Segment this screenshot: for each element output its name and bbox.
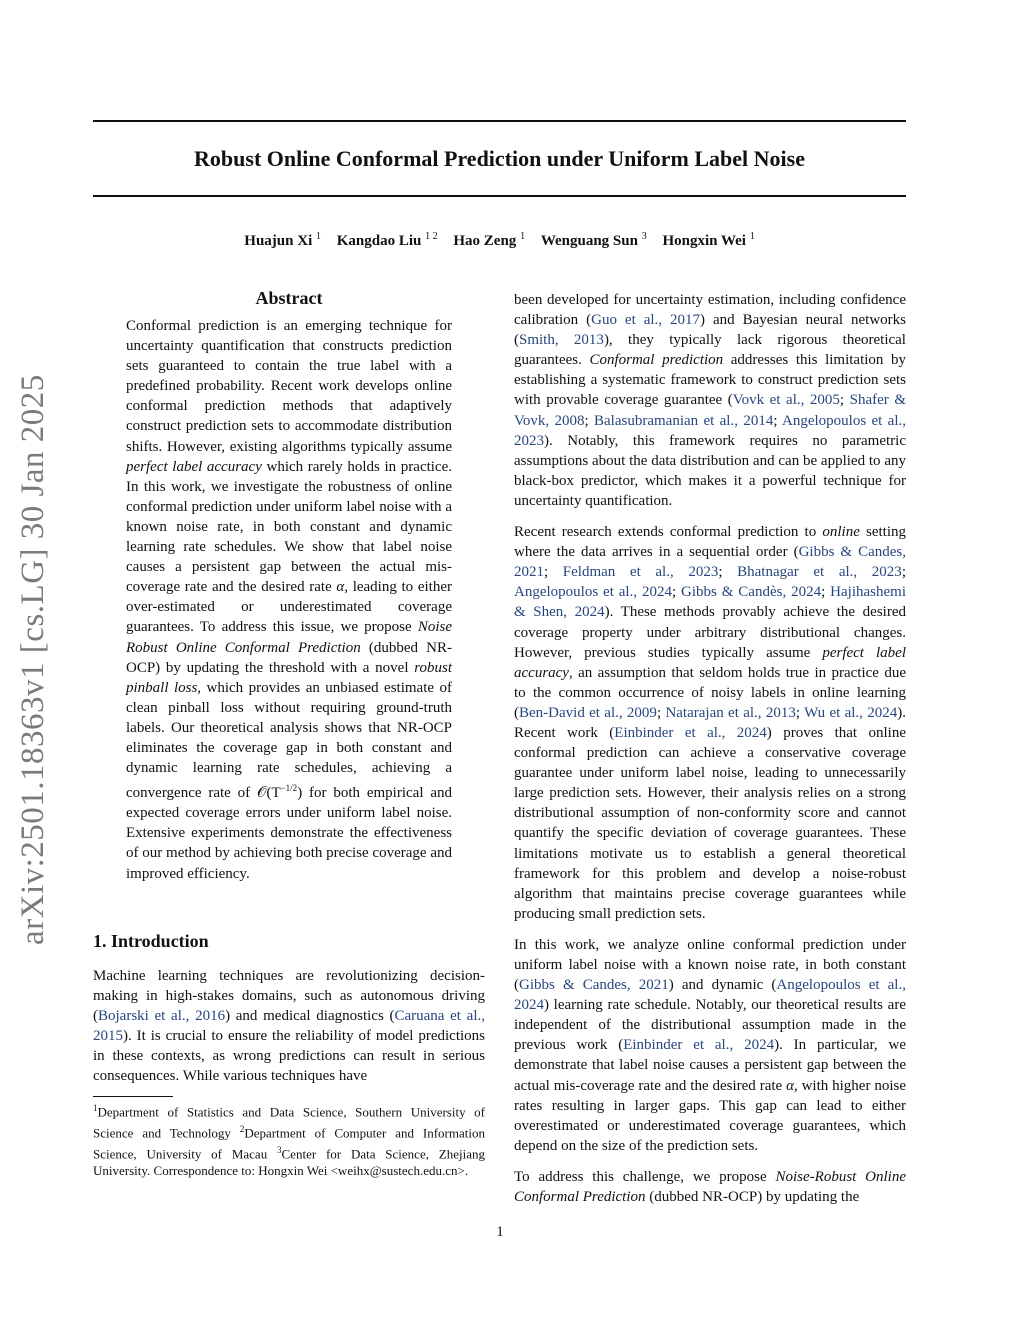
abstract-heading: Abstract	[255, 288, 323, 308]
author: Kangdao Liu $^{1 2}$	[336, 231, 438, 249]
arxiv-stamp: arXiv:2501.18363v1 [cs.LG] 30 Jan 2025	[15, 374, 51, 945]
citation-link[interactable]: Feldman et al., 2023	[562, 564, 719, 581]
citation-link[interactable]: Balasubramanian et al., 2014	[594, 412, 774, 429]
intro-paragraph: Machine learning techniques are revolutionizing decision-making in high-stakes domains, such as autonomous driving (Bojarski et al., 2016) and medical diagnostics (Caruana et al., 2015). It is crucial to ensure the reliability of model predictions in these contexts, as wrong predictions can result in serious consequences. While various techniques have	[93, 968, 486, 1085]
section-heading-introduction: 1. Introduction	[93, 931, 209, 951]
citation-link[interactable]: Caruana et al., 2015	[93, 1008, 486, 1045]
author: Huajun Xi $^1$	[244, 231, 321, 249]
citation-link[interactable]: Bojarski et al., 2016	[98, 1008, 226, 1025]
citation-link[interactable]: Ben-David et al., 2009	[519, 704, 657, 721]
citation-link[interactable]: Wu et al., 2024	[804, 704, 898, 721]
author: Hongxin Wei $^1$	[662, 231, 755, 249]
citation-link[interactable]: Einbinder et al., 2024	[614, 724, 767, 741]
page-number: 1	[496, 1224, 504, 1240]
right-column	[514, 290, 906, 1218]
citation-link[interactable]: Shafer & Vovk, 2008	[514, 392, 906, 429]
paragraph: In this work, we analyze online conformal prediction under uniform label noise with a known noise rate, in both constant (Gibbs & Candes, 2021) and dynamic (Angelopoulos et al., 2024) learning rate schedule. Notably, our theoretical results are independent of the distributional assumption made in the previous work (Einbinder et al., 2024). In particular, we demonstrate that label noise causes a persistent gap between the actual mis-coverage rate and the desired rate α, with higher noise rates resulting in larger gaps. This gap can lead to either overestimated or underestimated coverage guarantees, which depend on the size of the prediction sets.	[514, 936, 906, 1154]
citation-link[interactable]: Smith, 2013	[519, 332, 604, 349]
paragraph: Recent research extends conformal prediction to online setting where the data arrives in a sequential order (Gibbs & Candes, 2021; Feldman et al., 2023; Bhatnagar et al., 2023; Angelopoulos et al., 2024; Gibbs & Candès, 2024; Hajihashemi & Shen, 2024). These methods provably achieve the desired coverage property under arbitrary distributional changes. However, previous studies typically assume perfect label accuracy, an assumption that seldom holds true in practice due to the common occurrence of noisy labels in online learning (Ben-David et al., 2009; Natarajan et al., 2013; Wu et al., 2024). Recent work (Einbinder et al., 2024) proves that online conformal prediction can achieve a conservative coverage guarantee under uniform label noise, leading to unnecessarily large prediction sets. However, their analysis relies on a strong distributional assumption of non-conformity score and cannot quantify the specific deviation of coverage guarantees. These limitations motivate us to establish a general theoretical framework for this problem and develop a noise-robust algorithm that maintains precise coverage guarantees while producing small prediction sets.	[514, 524, 907, 922]
citation-link[interactable]: Gibbs & Candes, 2021	[519, 977, 669, 994]
citation-link[interactable]: Gibbs & Candes, 2021	[514, 544, 906, 581]
paper-title: Robust Online Conformal Prediction under Uniform Label Noise	[194, 146, 805, 171]
title-top-rule	[93, 120, 906, 122]
citation-link[interactable]: Bhatnagar et al., 2023	[737, 564, 902, 581]
citation-link[interactable]: Hajihashemi & Shen, 2024	[514, 584, 906, 621]
citation-link[interactable]: Einbinder et al., 2024	[623, 1037, 775, 1054]
author-list	[93, 231, 906, 250]
footnote-rule	[93, 1096, 173, 1097]
citation-link[interactable]: Gibbs & Candès, 2024	[681, 584, 822, 601]
author: Wenguang Sun $^3$	[540, 231, 647, 249]
citation-link[interactable]: Guo et al., 2017	[591, 312, 701, 329]
citation-link[interactable]: Angelopoulos et al., 2023	[514, 412, 907, 449]
paragraph: To address this challenge, we propose Noise-Robust Online Conformal Prediction (dubbed NR-OCP) by updating the	[514, 1168, 906, 1206]
citation-link[interactable]: Angelopoulos et al., 2024	[514, 584, 672, 601]
abstract-text: Conformal prediction is an emerging technique for uncertainty quantification that constructs prediction sets guaranteed to contain the true label with a predefined probability. Recent work develops online conformal prediction methods that adaptively construct prediction sets to accommodate distribution shifts. However, existing algorithms typically assume perfect label accuracy which rarely holds in practice. In this work, we investigate the robustness of online conformal prediction under uniform label noise with a known noise rate, in both constant and dynamic learning rate schedules. We show that label noise causes a persistent gap between the actual mis-coverage rate and the desired rate α, leading to either over-estimated or underestimated coverage guarantees. To address this issue, we propose Noise Robust Online Conformal Prediction (dubbed NR-OCP) by updating the threshold with a novel robust pinball loss, which provides an unbiased estimate of clean pinball loss without requiring ground-truth labels. Our theoretical analysis shows that NR-OCP eliminates the coverage gap in both constant and dynamic learning rate schedules, achieving a convergence rate of $𝒪(T^{-1/2})$ for both empirical and expected coverage errors under uniform label noise. Extensive experiments demonstrate the effectiveness of our method by achieving both precise coverage and improved efficiency.	[126, 318, 452, 882]
author: Hao Zeng $^1$	[453, 231, 526, 249]
title-bottom-rule	[93, 195, 906, 197]
affiliation-footnote: $^1$Department of Statistics and Data Science, Southern University of Science and Technology $^2$Department of Computer and Information Science, University of Macau $^3$Center for Data Science, Zhejiang University. Correspondence to: Hongxin Wei <weihx@sustech.edu.cn>.	[93, 1103, 485, 1179]
citation-link[interactable]: Natarajan et al., 2013	[665, 704, 796, 721]
citation-link[interactable]: Angelopoulos et al., 2024	[514, 977, 906, 1014]
paragraph: been developed for uncertainty estimation, including confidence calibration (Guo et al., 2017) and Bayesian neural networks (Smith, 2013), they typically lack rigorous theoretical guarantees. Conformal prediction addresses this limitation by establishing a systematic framework to construct prediction sets with provable coverage guarantee (Vovk et al., 2005; Shafer & Vovk, 2008; Balasubramanian et al., 2014; Angelopoulos et al., 2023). Notably, this framework requires no parametric assumptions about the data distribution and can be applied to any black-box predictor, which makes it a powerful technique for uncertainty quantification.	[514, 292, 907, 509]
citation-link[interactable]: Vovk et al., 2005	[732, 392, 840, 409]
